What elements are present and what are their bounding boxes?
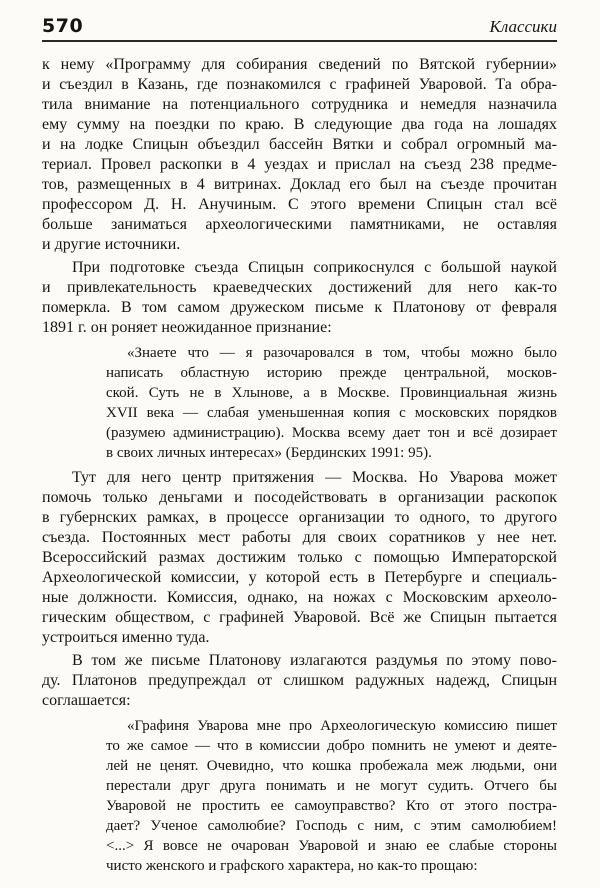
text-line: <...> Я вовсе не очарован Уваровой и знаю ее слабые стороны	[106, 838, 557, 854]
text-line: Уваровой не простить ее самоуправство? Кто от этого постра-	[106, 798, 557, 814]
text-line: При подготовке съезда Спицын соприкоснулся с большой наукой	[72, 259, 557, 276]
text-line: чисто женского и графского характера, но как-то прощаю:	[106, 858, 478, 874]
text-line: помочь только деньгами и посодействовать в организации раскопок	[42, 489, 557, 506]
text-line: «Знаете что — я разочаровался в том, чтобы можно было	[127, 345, 557, 361]
text-line: в губернских рамках, в процессе организации то одного, то другого	[42, 509, 557, 526]
paragraph	[42, 651, 557, 711]
text-line: ные должности. Комиссия, однако, на ножах с Московским археоло-	[42, 589, 557, 606]
block-quote	[106, 716, 557, 876]
paragraph	[42, 55, 557, 255]
paragraph	[42, 258, 557, 338]
text-line: соглашается:	[42, 692, 131, 709]
text-line: написать областную историю прежде центральной, москов-	[106, 365, 557, 381]
text-line: съезда. Постоянных мест работы для своих соратников у нее нет.	[42, 529, 557, 546]
text-line: териал. Провел раскопки в 4 уездах и прислал на съезд 238 предме-	[42, 156, 557, 173]
text-line: 1891 г. он роняет неожиданное признание:	[42, 319, 332, 336]
text-line: ской. Суть не в Хлынове, а в Москве. Провинциальная жизнь	[106, 385, 557, 401]
text-line: ему сумму на поездки по краю. В следующие два года на лошадях	[42, 116, 557, 133]
text-line: устроиться именно туда.	[42, 629, 210, 646]
text-line: и другие источники.	[42, 236, 181, 253]
text-line: и на лодке Спицын объездил бассейн Вятки и собрал огромный ма-	[42, 136, 557, 153]
text-line: померкла. В том самом дружеском письме к Платонову от февраля	[42, 299, 557, 316]
text-line: тов, размещенных в 4 витринах. Доклад его был на съезде прочитан	[42, 176, 557, 193]
page-header	[42, 15, 557, 38]
text-line: в своих личных интересах» (Бердинских 1991: 95).	[106, 445, 432, 461]
text-line: профессором Д. Н. Анучиным. С этого времени Спицын стал всё	[42, 196, 557, 213]
text-line: (разумею администрацию). Москва всему дает тон и всё дозирает	[106, 425, 557, 441]
text-line: и привлекательность краеведческих достижений для него как-то	[42, 279, 557, 296]
text-line: гическим обществом, с графиней Уваровой. Всё же Спицын пытается	[42, 609, 557, 626]
text-line: лей не ценят. Очевидно, что кошка пробежала меж людьми, они	[106, 758, 557, 774]
text-line: Всероссийский размах достижим только с помощью Императорской	[42, 549, 557, 566]
block-quote	[106, 343, 557, 463]
text-line: «Графиня Уварова мне про Археологическую комиссию пишет	[127, 718, 557, 734]
running-title: Классики	[489, 17, 557, 36]
text-line: больше заниматься археологическими памятниками, не оставляя	[42, 216, 557, 233]
text-line: к нему «Программу для собирания сведений по Вятской губернии»	[42, 56, 557, 73]
text-line: дает? Ученое самолюбие? Господь с ним, с этим самолюбием!	[106, 818, 557, 834]
text-line: XVII века — слабая уменьшенная копия с московских порядков	[106, 405, 557, 421]
text-line: Тут для него центр притяжения — Москва. Но Уварова может	[72, 469, 557, 486]
text-line: ду. Платонов предупреждал от слишком радужных надежд, Спицын	[42, 672, 557, 689]
text-line: В том же письме Платонову излагаются раздумья по этому пово-	[72, 652, 557, 669]
text-line: перестали друг друга понимать и не могут судить. Отчего бы	[106, 778, 557, 794]
paragraph	[42, 468, 557, 648]
text-line: Археологической комиссии, у которой есть в Петербурге и специаль-	[42, 569, 557, 586]
page-number: 570	[42, 15, 84, 37]
text-line: то же самое — что в комиссии добро помнить не умеют и деяте-	[106, 738, 557, 754]
text-line: тила внимание на потенциального сотрудника и немедля назначила	[42, 96, 557, 113]
page-body	[42, 55, 557, 876]
header-divider-rule	[42, 40, 557, 42]
text-line: и съездил в Казань, где познакомился с графиней Уваровой. Та обра-	[42, 76, 557, 93]
